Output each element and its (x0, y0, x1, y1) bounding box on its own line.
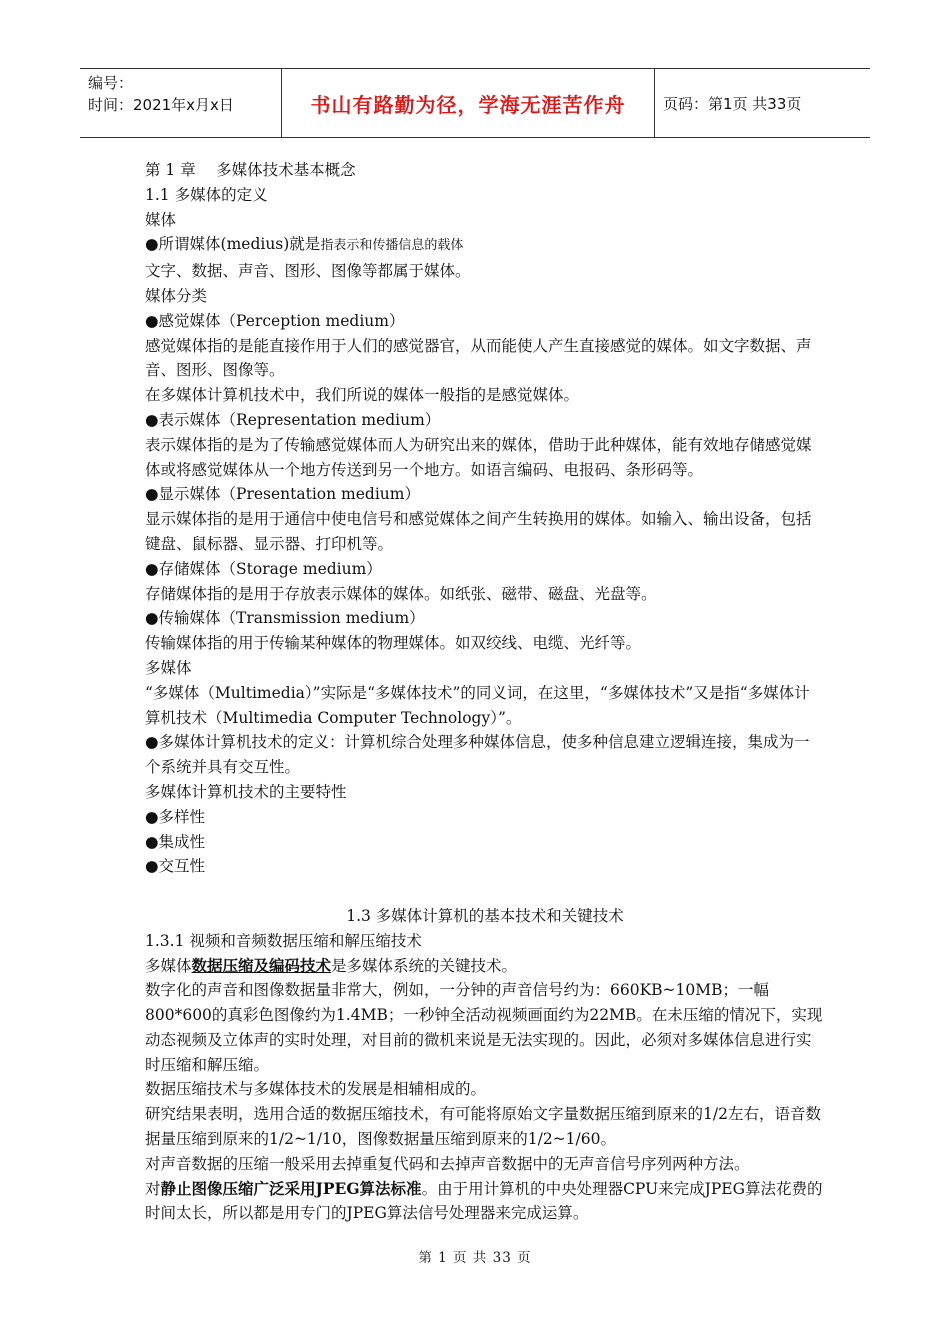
bullet-item: ●表示媒体（Representation medium） (145, 410, 441, 429)
subsection-heading: 1.3.1 视频和音频数据压缩和解压缩技术 (145, 931, 422, 950)
document-date-label: 时间：2021年x月x日 (88, 96, 234, 114)
bullet-item: ●多样性 (145, 807, 206, 826)
paragraph: 文字、数据、声音、图形、图像等都属于媒体。 (145, 262, 471, 281)
section-heading: 1.1 多媒体的定义 (145, 185, 268, 204)
bullet-item: ●集成性 (145, 832, 206, 851)
bullet-item: ●存储媒体（Storage medium） (145, 559, 382, 578)
page-footer: 第 1 页 共 33 页 (418, 1250, 532, 1266)
paragraph: 对声音数据的压缩一般采用去掉重复代码和去掉声音数据中的无声音信号序列两种方法。 (145, 1154, 750, 1173)
subheading: 多媒体 (145, 658, 192, 677)
header-page-info: 页码：第1页 共33页 (663, 94, 802, 113)
text-run: 指表示和传播信息的载体 (320, 238, 464, 254)
header-page-cell (655, 69, 870, 137)
paragraph: 感觉媒体指的是能直接作用于人们的感觉器官，从而能使人产生直接感觉的媒体。如文字数据、声音、图形、图像等。 (145, 336, 812, 380)
paragraph: 显示媒体指的是用于通信中使电信号和感觉媒体之间产生转换用的媒体。如输入、输出设备，包括键盘、鼠标器、显示器、打印机等。 (145, 510, 812, 553)
subheading: 媒体 (145, 210, 177, 229)
paragraph (145, 954, 825, 979)
header-motto: 书山有路勤为径，学海无涯苦作舟 (310, 92, 626, 117)
document-number-label: 编号： (88, 74, 134, 92)
bullet-item: ●感觉媒体（Perception medium） (145, 311, 405, 330)
paragraph: 研究结果表明，选用合适的数据压缩技术，有可能将原始文字量数据压缩到原来的1/2左右，语音数据量压缩到原来的1/2~1/10，图像数据量压缩到原来的1/2~1/60。 (145, 1105, 821, 1149)
subheading: 多媒体计算机技术的主要特性 (145, 782, 347, 801)
text-run: 。由于用计算机的中央处理器CPU来完成JPEG算法花费的时间太长，所以都是用专门的JPEG算法信号处理器来完成运算。 (145, 1179, 823, 1223)
header-info-cell (80, 69, 282, 137)
paragraph: “多媒体（Multimedia）”实际是“多媒体技术”的同义词，在这里，“多媒体技术”又是指“多媒体计算机技术（Multimedia Computer Technology）”。 (145, 683, 810, 727)
header-motto-cell (282, 69, 655, 137)
chapter-title: 第 1 章 多媒体技术基本概念 (145, 161, 356, 179)
document-body (145, 158, 825, 1226)
emphasis-text: 数据压缩及编码技术 (191, 955, 332, 975)
spacer (145, 879, 825, 904)
bullet-item: ●显示媒体（Presentation medium） (145, 485, 420, 504)
subheading: 媒体分类 (145, 286, 208, 305)
paragraph: 数据压缩技术与多媒体技术的发展是相辅相成的。 (145, 1080, 487, 1099)
section-heading: 1.3 多媒体计算机的基本技术和关键技术 (346, 906, 624, 925)
paragraph: 表示媒体指的是为了传输感觉媒体而人为研究出来的媒体，借助于此种媒体，能有效地存储感觉媒体或将感觉媒体从一个地方传送到另一个地方。如语言编码、电报码、条形码等。 (145, 435, 812, 479)
text-run: ●所谓媒体(medius)就是 (145, 235, 321, 254)
bullet-item: ●多媒体计算机技术的定义：计算机综合处理多种媒体信息，使多种信息建立逻辑连接，集成为一个系统并具有交互性。 (145, 733, 810, 777)
paragraph: 数字化的声音和图像数据量非常大，例如，一分钟的声音信号约为：660KB~10MB；一幅800*600的真彩色图像约为1.4MB；一秒钟全活动视频画面约为22MB。在未压缩的情况下，实现动态视频及立体声的实时处理，对目前的微机来说是无法实现的。因此，必须对多媒体信息进行实时压缩和解压缩。 (145, 981, 823, 1074)
page-header (80, 68, 870, 138)
bullet-item: ●交互性 (145, 857, 206, 876)
bullet-item: ●传输媒体（Transmission medium） (145, 609, 425, 628)
text-run: 多媒体 (145, 956, 192, 975)
paragraph: 存储媒体指的是用于存放表示媒体的媒体。如纸张、磁带、磁盘、光盘等。 (145, 584, 657, 603)
text-run: 是多媒体系统的关键技术。 (331, 956, 518, 975)
emphasis-text: 静止图像压缩广泛采用JPEG算法标准 (160, 1178, 422, 1198)
text-run: 对 (145, 1179, 161, 1198)
paragraph: 传输媒体指的用于传输某种媒体的物理媒体。如双绞线、电缆、光纤等。 (145, 634, 642, 653)
paragraph (145, 232, 825, 259)
paragraph: 在多媒体计算机技术中，我们所说的媒体一般指的是感觉媒体。 (145, 386, 580, 405)
paragraph (145, 1177, 825, 1227)
